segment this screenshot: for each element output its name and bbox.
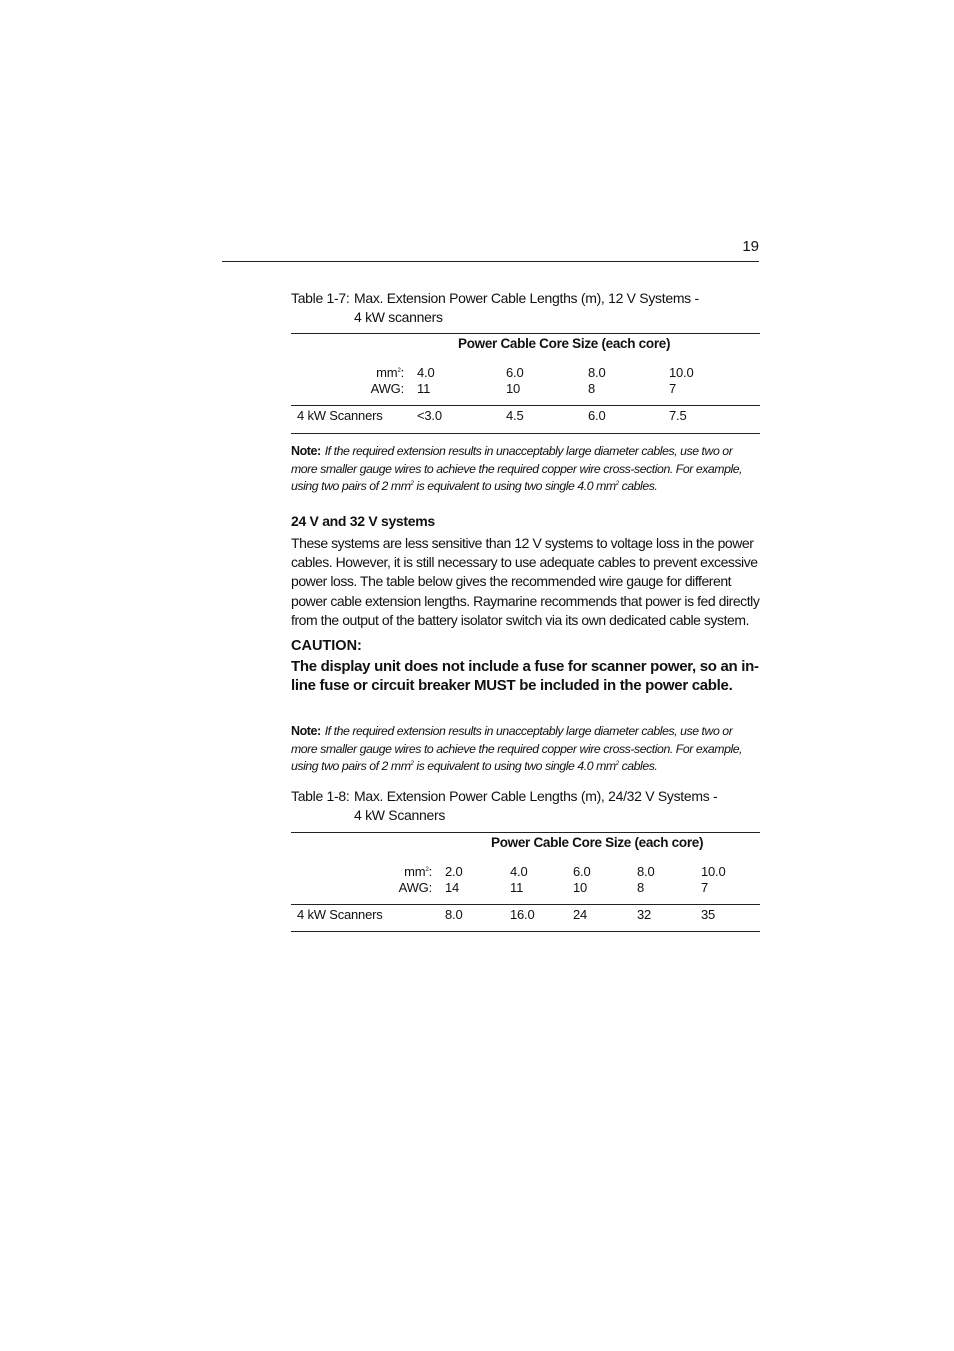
table2-bottom-rule [291, 931, 760, 932]
table2-mm-value: 8.0 [637, 864, 655, 879]
note-1-text-part2: is equivalent to using two single 4.0 mm [413, 479, 616, 494]
note-1-sup2: 2 [615, 481, 619, 488]
note-2-text-part1: If the required extension results in unacceptably large diameter cables, use two or more smaller gauge wires to achieve the required copper wire cross-section. For example, using two pairs of 2 mm [291, 724, 743, 774]
caution-title: CAUTION: [291, 638, 362, 654]
table1-row-value: 7.5 [669, 408, 687, 423]
table2-row-label: 4 kW Scanners [297, 907, 383, 922]
table2-mm-value: 4.0 [510, 864, 528, 879]
table1-bottom-rule [291, 433, 760, 434]
table1-unit-mm-sup: 2 [397, 368, 401, 374]
table1-caption-line1: Max. Extension Power Cable Lengths (m), 12 V Systems - [354, 290, 699, 306]
table2-unit-mm-sup: 2 [425, 867, 429, 873]
header-rule [222, 261, 759, 262]
table1-row-value: <3.0 [417, 408, 442, 423]
table2-mm-value: 10.0 [701, 864, 726, 879]
section-body: These systems are less sensitive than 12 V systems to voltage loss in the power cables. However, it is still necessary to use adequate cables to prevent excessive power loss. The table below gives the recommended wire gauge for different power cable extension lengths. Raymarine recommends that power is fed directly from the output of the battery isolator switch via its own dedicated cable system. [291, 535, 760, 628]
table1-row-value: 6.0 [588, 408, 606, 423]
table1-row-value: 4.5 [506, 408, 524, 423]
table2-caption-id: Table 1-8: [291, 788, 350, 804]
table1-mm-value: 8.0 [588, 365, 606, 380]
table2-awg-value: 8 [637, 880, 645, 895]
note-2-sup1: 2 [410, 761, 414, 768]
table2-unit-mm [381, 864, 432, 879]
note-2-text-part2: is equivalent to using two single 4.0 mm [413, 759, 616, 774]
note-2 [291, 723, 761, 776]
table1-awg-value: 8 [588, 381, 596, 396]
table2-row-value: 32 [637, 907, 652, 922]
table1-mid-rule [291, 405, 760, 406]
table2-awg-value: 7 [701, 880, 709, 895]
table1-unit-mm-colon: : [400, 365, 404, 380]
table2-row-value: 8.0 [445, 907, 463, 922]
note-2-label: Note: [291, 724, 321, 738]
table2-row-value: 16.0 [510, 907, 535, 922]
table2-header: Power Cable Core Size (each core) [491, 835, 704, 850]
table2-caption [291, 787, 717, 825]
table1-unit-mm-text: mm [376, 365, 398, 380]
table2-caption-line1: Max. Extension Power Cable Lengths (m), 24/32 V Systems - [354, 788, 718, 804]
note-1-text [291, 444, 742, 493]
table2-mm-value: 6.0 [573, 864, 591, 879]
table2-row-value: 24 [573, 907, 588, 922]
table2-top-rule [291, 832, 760, 833]
table1-caption-id: Table 1-7: [291, 290, 350, 306]
table2-awg-value: 11 [510, 880, 524, 895]
table1-mm-value: 10.0 [669, 365, 694, 380]
table1-mm-value: 6.0 [506, 365, 524, 380]
table1-caption [291, 289, 699, 327]
section-title: 24 V and 32 V systems [291, 513, 435, 529]
note-2-text [291, 724, 742, 773]
table1-unit-awg: AWG: [370, 381, 404, 396]
table2-row-value: 35 [701, 907, 716, 922]
table1-header: Power Cable Core Size (each core) [458, 336, 671, 351]
table2-awg-value: 14 [445, 880, 460, 895]
table1 [291, 333, 760, 435]
table1-caption-line2: 4 kW scanners [354, 309, 443, 325]
table1-unit-mm [351, 365, 404, 380]
table2-unit-awg: AWG: [398, 880, 432, 895]
note-2-text-part3: cables. [618, 759, 658, 774]
note-2-sup2: 2 [615, 761, 619, 768]
note-1-text-part1: If the required extension results in unacceptably large diameter cables, use two or more smaller gauge wires to achieve the required copper wire cross-section. For example, using two pairs of 2 mm [291, 444, 743, 494]
table2-unit-mm-text: mm [404, 864, 426, 879]
caution-body: The display unit does not include a fuse for scanner power, so an in-line fuse or circuit breaker MUST be included in the power cable. [291, 658, 759, 695]
table2-mid-rule [291, 904, 760, 905]
note-1 [291, 443, 761, 496]
table1-top-rule [291, 333, 760, 334]
note-1-text-part3: cables. [618, 479, 658, 494]
table2-awg-value: 10 [573, 880, 588, 895]
note-1-label: Note: [291, 444, 321, 458]
table2-mm-value: 2.0 [445, 864, 463, 879]
note-1-sup1: 2 [410, 481, 414, 488]
table1-awg-value: 7 [669, 381, 677, 396]
table2-caption-line2: 4 kW Scanners [354, 807, 446, 823]
table2 [291, 832, 760, 934]
table2-unit-mm-colon: : [428, 864, 432, 879]
table1-mm-value: 4.0 [417, 365, 435, 380]
page-number: 19 [742, 238, 759, 255]
table1-awg-value: 10 [506, 381, 521, 396]
table1-row-label: 4 kW Scanners [297, 408, 383, 423]
table1-awg-value: 11 [417, 381, 431, 396]
